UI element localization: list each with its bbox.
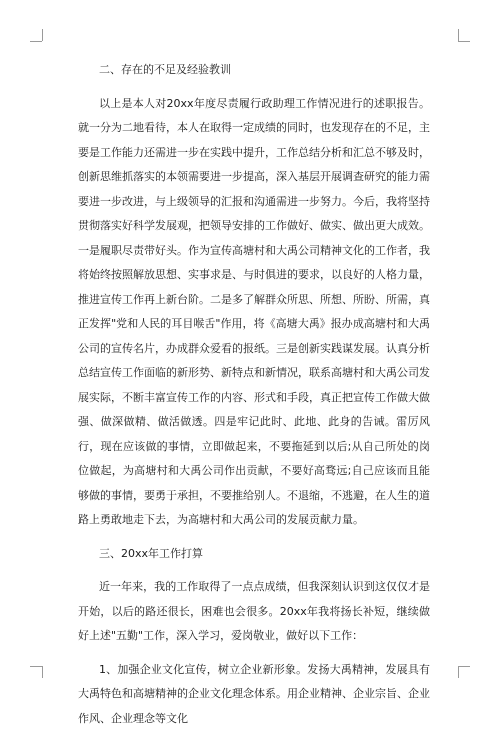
paragraph-shortcomings: 以上是本人对20xx年度尽责履行政助理工作情况进行的述职报告。就一分为二地看待，本人在取得一定成绩的同时，也发现存在的不足，主要是工作能力还需进一步在实践中提升，工作总结分析和汇总不够及时，创新思维抓落实的本领需要进一步提高，深入基层开展调查研究的能力需要进一步改进，与上级领导的汇报和沟通需进一步努力。今后，我将坚持贯彻落实好科学发展观，把领导安排的工作做好、做实、做出更大成效。一是履职尽责带好头。作为宣传高塘村和大禹公司精神文化的工作者，我将始终按照解放思想、实事求是、与时俱进的要求，以良好的人格力量，推进宣传工作再上新台阶。二是多了解群众所思、所想、所盼、所需，真正发挥"党和人民的耳目喉舌"作用，将《高塘大禹》报办成高塘村和大禹公司的宣传名片，办成群众爱看的报纸。三是创新实践谋发展。认真分析总结宣传工作面临的新形势、新特点和新情况，联系高塘村和大禹公司发展实际，不断丰富宣传工作的内容、形式和手段，真正把宣传工作做大做强、做深做精、做活做透。四是牢记此时、此地、此身的告诫。雷厉风行，现在应该做的事情，立即做起来，不要拖延到以后;从自己所处的岗位做起，为高塘村和大禹公司作出贡献，不要好高骛远;自己应该而且能够做的事情，要勇于承担，不要推给别人。不退缩，不逃避，在人生的道路上勇敢地走下去，为高塘村和大禹公司的发展贡献力量。 xyxy=(78,92,430,533)
paragraph-plan-item-1: 1、加强企业文化宣传，树立企业新形象。发扬大禹精神，发展具有大禹特色和高塘精神的企业文化理念体系。用企业精神、企业宗旨、企业作风、企业理念等文化 xyxy=(78,658,430,731)
document-body xyxy=(78,58,430,731)
section-heading-plan: 三、20xx年工作打算 xyxy=(78,542,430,567)
section-heading-shortcomings: 二、存在的不足及经验教训 xyxy=(78,58,430,83)
paragraph-plan-intro: 近一年来，我的工作取得了一点点成绩，但我深刻认识到这仅仅才是开始，以后的路还很长，困难也会很多。20xx年我将扬长补短，继续做好上述"五勤"工作，深入学习，爱岗敬业，做好以下工作： xyxy=(78,575,430,649)
